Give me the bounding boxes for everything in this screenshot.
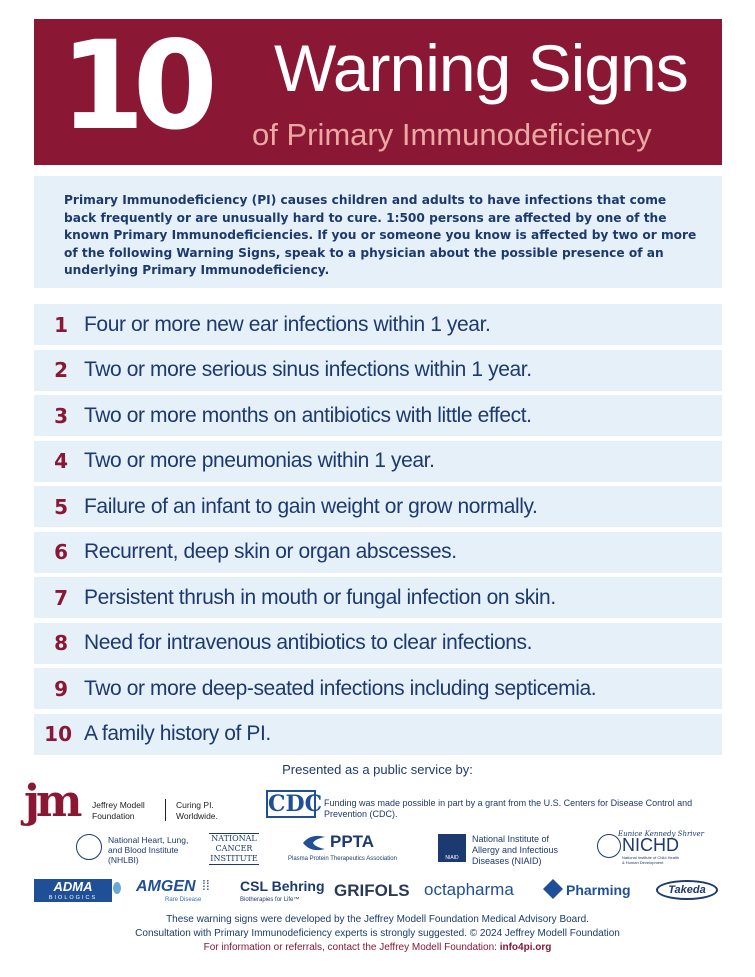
ppta-subtitle: Plasma Protein Therapeutics Association — [288, 856, 397, 862]
sign-number: 2 — [54, 358, 68, 382]
pharming-logo: Pharming — [566, 882, 631, 898]
list-item — [34, 395, 722, 436]
header-title: Warning Signs — [274, 31, 688, 105]
jm-tagline-line1: Curing PI. — [176, 800, 214, 810]
list-item — [34, 668, 722, 709]
jm-tagline — [176, 800, 218, 822]
footer-line2: Consultation with Primary Immunodeficiency experts is strongly suggested. © 2024 Jeffrey Modell Foundation — [135, 928, 620, 939]
header-banner — [34, 15, 722, 165]
list-item — [34, 577, 722, 618]
presented-by-text: Presented as a public service by: — [282, 762, 473, 777]
nichd-seal-icon — [597, 834, 621, 858]
adma-drop-icon — [113, 882, 121, 894]
list-item — [34, 623, 722, 664]
header-subtitle: of Primary Immunodeficiency — [252, 117, 652, 152]
adma-logo: ADMA — [34, 879, 112, 895]
footer-line3 — [0, 941, 755, 955]
sign-number: 8 — [54, 631, 68, 655]
list-item — [34, 350, 722, 391]
amgen-logo: AMGEN — [136, 878, 196, 895]
list-item — [34, 486, 722, 527]
sign-text: A family history of PI. — [84, 722, 271, 745]
nhlbi-seal-icon — [76, 834, 102, 860]
jm-name — [92, 800, 145, 822]
sign-text: Failure of an infant to gain weight or grow normally. — [84, 494, 538, 518]
list-item — [34, 714, 722, 755]
niaid-logo-text: National Institute of Allergy and Infectious Diseases (NIAID) — [472, 834, 559, 866]
takeda-logo: Takeda — [656, 880, 718, 900]
sign-number: 7 — [54, 585, 68, 610]
jm-tagline-line2: Worldwide. — [176, 811, 218, 821]
amgen-mark-icon: ⁞⁞ — [202, 877, 210, 893]
sign-text: Recurrent, deep skin or organ abscesses. — [84, 540, 457, 563]
jm-logo: jm — [24, 776, 79, 827]
csl-subtitle: Biotherapies for Life™ — [240, 897, 300, 903]
sign-number: 1 — [54, 312, 68, 337]
nhlbi-logo-text: National Heart, Lung, and Blood Institute (NHLBI) — [108, 835, 189, 865]
list-item — [34, 441, 722, 482]
footer-contact-text: For information or referrals, contact the Jeffrey Modell Foundation: — [203, 942, 497, 953]
intro-paragraph: Primary Immunodeficiency (PI) causes children and adults to have infections that come back frequently or are unusually hard to cure. 1:500 persons are affected by one of the known Primary Immunodeficiencies. If you or someone you know is affected by two or more of the following Warning Signs, speak to a physician about the possible presence of an underlying Primary Immunodeficiency. — [34, 176, 722, 288]
adma-subtitle: BIOLOGICS — [34, 895, 112, 902]
sign-text: Two or more pneumonias within 1 year. — [84, 449, 435, 472]
sign-text: Two or more serious sinus infections within 1 year. — [84, 358, 532, 381]
grifols-logo: GRIFOLS — [334, 881, 410, 900]
niaid-badge: NIAID — [438, 834, 466, 862]
nci-logo: NATIONAL CANCER INSTITUTE — [210, 834, 258, 863]
amgen-subtitle: Rare Disease — [165, 897, 202, 903]
footer — [0, 913, 755, 955]
list-item — [34, 304, 722, 345]
csl-logo: CSL Behring — [240, 878, 325, 894]
cdc-logo: CDC — [268, 791, 323, 817]
pharming-mark-icon — [542, 878, 564, 900]
octapharma-logo: octapharma — [424, 880, 514, 899]
sign-text: Four or more new ear infections within 1 year. — [84, 312, 491, 336]
warning-signs-list — [34, 304, 722, 759]
sign-number: 5 — [54, 494, 68, 519]
nichd-script: Eunice Kennedy Shriver — [618, 830, 704, 838]
info-link[interactable]: info4pi.org — [499, 942, 552, 953]
jm-divider — [165, 799, 166, 821]
sign-number: 10 — [44, 722, 72, 746]
sign-text: Two or more deep-seated infections including septicemia. — [84, 676, 597, 700]
sign-number: 4 — [54, 449, 68, 473]
footer-line1: These warning signs were developed by the Jeffrey Modell Foundation Medical Advisory Board. — [166, 914, 589, 925]
sign-number: 3 — [54, 403, 68, 428]
header-number: 10 — [60, 15, 206, 157]
sign-text: Need for intravenous antibiotics to clear infections. — [84, 631, 533, 654]
sign-text: Two or more months on antibiotics with little effect. — [84, 403, 532, 427]
sign-number: 9 — [54, 676, 68, 701]
jm-name-line2: Foundation — [92, 811, 135, 821]
nichd-logo: NICHD — [622, 835, 679, 855]
jm-name-line1: Jeffrey Modell — [92, 800, 145, 810]
ppta-wing-icon — [301, 833, 327, 853]
ppta-logo: PPTA — [330, 832, 375, 851]
list-item — [34, 532, 722, 573]
cdc-funding-text: Funding was made possible in part by a grant from the U.S. Centers for Disease Control and Prevention (CDC). — [324, 798, 693, 819]
nichd-subtitle: National Institute of Child Health & Human Development — [622, 855, 680, 865]
sign-text: Persistent thrush in mouth or fungal infection on skin. — [84, 585, 556, 609]
sign-number: 6 — [54, 540, 68, 564]
